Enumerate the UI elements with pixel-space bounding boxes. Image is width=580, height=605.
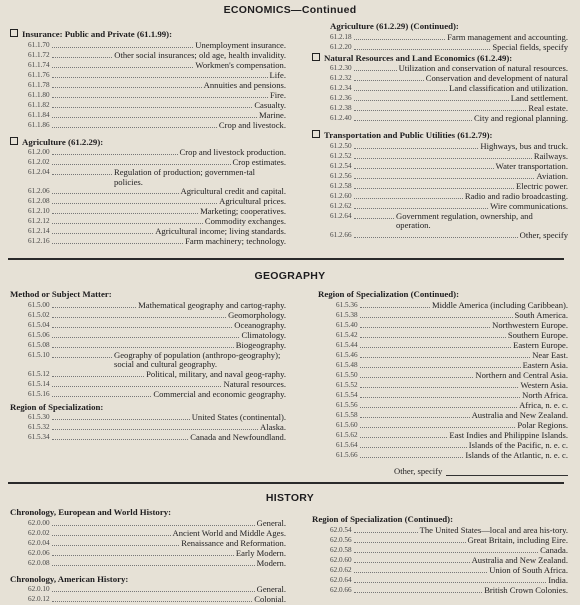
dot-leader bbox=[360, 361, 521, 368]
item-code: 61.2.08 bbox=[28, 197, 50, 206]
history-right-column bbox=[312, 515, 568, 596]
other-specify-label: Other, specify bbox=[394, 465, 443, 476]
dot-leader bbox=[52, 217, 203, 224]
economics-right-column bbox=[312, 22, 568, 241]
list-item bbox=[312, 566, 568, 576]
item-code: 61.1.76 bbox=[28, 70, 50, 79]
dot-leader bbox=[360, 451, 464, 458]
list-item bbox=[312, 231, 568, 241]
dot-leader bbox=[360, 431, 448, 438]
list-item bbox=[10, 433, 286, 443]
dot-leader bbox=[52, 380, 222, 387]
item-code: 61.1.86 bbox=[28, 120, 50, 129]
item-text: Polar Regions. bbox=[517, 419, 568, 430]
item-text: Oceanography. bbox=[234, 319, 286, 330]
dot-leader bbox=[52, 311, 227, 318]
list-item bbox=[312, 162, 568, 172]
dot-leader bbox=[354, 526, 418, 533]
list-item bbox=[318, 451, 568, 461]
dot-leader bbox=[354, 142, 479, 149]
transport-list bbox=[312, 142, 568, 241]
item-code: 61.5.34 bbox=[28, 433, 50, 442]
item-text: Eastern Asia. bbox=[522, 359, 568, 370]
item-code: 61.2.10 bbox=[28, 207, 50, 216]
dot-leader bbox=[52, 111, 257, 118]
item-code: 61.5.54 bbox=[336, 390, 358, 399]
economics-heading: ECONOMICS—Continued bbox=[223, 4, 357, 16]
item-code: 62.0.58 bbox=[330, 545, 352, 554]
dot-leader bbox=[360, 391, 521, 398]
dot-leader bbox=[360, 341, 512, 348]
list-item bbox=[10, 390, 286, 400]
dot-leader bbox=[354, 43, 491, 50]
item-code: 62.0.06 bbox=[28, 548, 50, 557]
item-text: Ancient World and Middle Ages. bbox=[172, 527, 286, 538]
dot-leader bbox=[354, 64, 397, 71]
item-code: 61.2.58 bbox=[330, 181, 352, 190]
list-item bbox=[10, 91, 286, 101]
item-code: 61.5.44 bbox=[336, 340, 358, 349]
item-text: Radio and radio broadcasting. bbox=[464, 190, 568, 201]
checkbox[interactable] bbox=[10, 29, 18, 37]
item-code: 61.2.12 bbox=[28, 217, 50, 226]
item-text: Climatology. bbox=[241, 329, 286, 340]
item-text: Water transportation. bbox=[495, 160, 568, 171]
item-code: 61.5.36 bbox=[336, 300, 358, 309]
item-text: Highways, bus and truck. bbox=[480, 140, 568, 151]
dot-leader bbox=[52, 519, 255, 526]
list-item bbox=[10, 559, 286, 569]
item-text: Annuities and pensions. bbox=[203, 79, 286, 90]
list-item bbox=[312, 142, 568, 152]
item-text: Northwestern Europe. bbox=[492, 319, 568, 330]
dot-leader bbox=[354, 182, 514, 189]
dot-leader bbox=[360, 411, 470, 418]
dot-leader bbox=[354, 74, 424, 81]
checkbox[interactable] bbox=[312, 53, 320, 61]
dot-leader bbox=[52, 41, 194, 48]
item-text: Land classification and utilization. bbox=[449, 83, 568, 94]
item-code: 61.5.00 bbox=[28, 300, 50, 309]
economics-left-column bbox=[10, 29, 286, 247]
item-code: 62.0.02 bbox=[28, 528, 50, 537]
item-code: 61.5.62 bbox=[336, 430, 358, 439]
natural-resources-section-title: Natural Resources and Land Economics (61.2.49): bbox=[312, 53, 568, 64]
item-code: 61.5.12 bbox=[28, 369, 50, 378]
dot-leader bbox=[52, 187, 179, 194]
list-item bbox=[10, 351, 286, 370]
item-text: Commodity exchanges. bbox=[204, 216, 286, 227]
dot-leader bbox=[354, 212, 394, 219]
item-text: Islands of the Atlantic, n. e. c. bbox=[465, 449, 568, 460]
geography-left-column bbox=[10, 290, 286, 443]
item-code: 62.0.54 bbox=[330, 525, 352, 534]
item-code: 61.2.64 bbox=[330, 211, 352, 220]
list-item bbox=[10, 585, 286, 595]
dot-leader bbox=[360, 311, 513, 318]
item-text: Farm management and accounting. bbox=[447, 31, 568, 42]
item-text: Early Modern. bbox=[235, 547, 286, 558]
dot-leader bbox=[354, 94, 509, 101]
list-item bbox=[312, 586, 568, 596]
item-code: 62.0.12 bbox=[28, 595, 50, 604]
section-divider bbox=[8, 258, 564, 260]
other-specify-field[interactable] bbox=[318, 467, 568, 477]
item-code: 61.5.50 bbox=[336, 370, 358, 379]
item-text: Biogeography. bbox=[235, 339, 286, 350]
history-region-list bbox=[312, 526, 568, 596]
item-text: Crop estimates. bbox=[232, 157, 286, 168]
dot-leader bbox=[52, 121, 217, 128]
item-text: Aviation. bbox=[536, 170, 568, 181]
dot-leader bbox=[52, 197, 218, 204]
item-text: Great Britain, including Eire. bbox=[467, 534, 568, 545]
item-code: 61.1.78 bbox=[28, 80, 50, 89]
item-code: 61.1.72 bbox=[28, 50, 50, 59]
item-code: 62.0.08 bbox=[28, 558, 50, 567]
dot-leader bbox=[360, 351, 531, 358]
geo-region-list bbox=[10, 413, 286, 443]
item-code: 62.0.66 bbox=[330, 585, 352, 594]
item-code: 61.2.14 bbox=[28, 227, 50, 236]
item-code: 61.2.18 bbox=[330, 32, 352, 41]
list-item bbox=[10, 121, 286, 131]
list-item bbox=[10, 81, 286, 91]
dot-leader bbox=[354, 162, 494, 169]
item-text: Regulation of production; governmen-tal policies. bbox=[114, 167, 256, 187]
dot-leader bbox=[360, 441, 467, 448]
dot-leader bbox=[52, 148, 178, 155]
item-text: Agricultural credit and capital. bbox=[180, 186, 286, 197]
item-text: Geomorphology. bbox=[228, 309, 286, 320]
dot-leader bbox=[354, 586, 483, 593]
item-text: Agricultural prices. bbox=[219, 196, 286, 207]
dot-leader bbox=[360, 321, 491, 328]
dot-leader bbox=[52, 433, 189, 440]
item-code: 61.2.50 bbox=[330, 141, 352, 150]
dot-leader bbox=[52, 549, 234, 556]
geo-region-continued-list bbox=[318, 301, 568, 461]
american-section-title: Chronology, American History: bbox=[10, 573, 129, 584]
item-code: 62.0.60 bbox=[330, 555, 352, 564]
item-text: Australia and New Zealand. bbox=[471, 554, 568, 565]
dot-leader bbox=[52, 351, 112, 358]
item-text: Other social insurances; old age, health invalidity. bbox=[114, 49, 286, 60]
item-code: 61.2.30 bbox=[330, 64, 352, 73]
item-text: Electric power. bbox=[515, 180, 568, 191]
item-code: 61.5.46 bbox=[336, 350, 358, 359]
dot-leader bbox=[354, 202, 489, 209]
dot-leader bbox=[52, 585, 255, 592]
dot-leader bbox=[354, 576, 547, 583]
item-code: 61.2.32 bbox=[330, 74, 352, 83]
item-code: 61.1.82 bbox=[28, 100, 50, 109]
agriculture-list bbox=[10, 148, 286, 247]
item-code: 61.2.54 bbox=[330, 161, 352, 170]
item-text: The United States—local and area his-tory. bbox=[419, 524, 568, 535]
item-code: 61.2.62 bbox=[330, 201, 352, 210]
item-text: Life. bbox=[269, 69, 286, 80]
item-text: Wire communications. bbox=[490, 200, 568, 211]
item-text: Union of South Africa. bbox=[489, 564, 568, 575]
dot-leader bbox=[354, 104, 527, 111]
item-text: Real estate. bbox=[528, 103, 568, 114]
dot-leader bbox=[354, 114, 472, 121]
item-code: 61.5.14 bbox=[28, 379, 50, 388]
dot-leader bbox=[360, 331, 506, 338]
item-code: 61.5.40 bbox=[336, 320, 358, 329]
item-code: 61.5.10 bbox=[28, 350, 50, 359]
item-text: Renaissance and Reformation. bbox=[181, 537, 286, 548]
item-text: British Crown Colonies. bbox=[484, 584, 568, 595]
history-left-column bbox=[10, 508, 286, 605]
agriculture-continued-list bbox=[312, 33, 568, 53]
item-code: 61.5.06 bbox=[28, 330, 50, 339]
item-text: Mathematical geography and cartog-raphy. bbox=[138, 299, 286, 310]
item-code: 61.5.32 bbox=[28, 423, 50, 432]
item-code: 62.0.64 bbox=[330, 575, 352, 584]
item-text: Natural resources. bbox=[223, 378, 286, 389]
item-code: 61.1.84 bbox=[28, 110, 50, 119]
item-text: Geography of population (anthropo-geography); social and cultural geography. bbox=[114, 349, 281, 370]
item-text: Middle America (including Caribbean). bbox=[431, 299, 568, 310]
item-text: Marine. bbox=[259, 109, 286, 120]
dot-leader bbox=[52, 321, 233, 328]
dot-leader bbox=[52, 529, 171, 536]
item-code: 61.2.56 bbox=[330, 171, 352, 180]
item-code: 61.1.80 bbox=[28, 90, 50, 99]
item-text: Conservation and development of natural bbox=[425, 73, 568, 84]
dot-leader bbox=[52, 91, 268, 98]
natural-resources-list bbox=[312, 64, 568, 124]
european-section-title: Chronology, European and World History: bbox=[10, 507, 172, 517]
dot-leader bbox=[52, 71, 268, 78]
item-text: Land settlement. bbox=[510, 93, 568, 104]
list-item bbox=[312, 114, 568, 124]
history-region-section-title: Region of Specialization (Continued): bbox=[312, 514, 453, 524]
item-code: 61.2.02 bbox=[28, 158, 50, 167]
item-code: 61.5.58 bbox=[336, 410, 358, 419]
item-code: 61.5.64 bbox=[336, 440, 358, 449]
item-code: 61.2.00 bbox=[28, 148, 50, 157]
item-text: Western Asia. bbox=[520, 379, 568, 390]
agriculture-continued-title: Agriculture (61.2.29) (Continued): bbox=[330, 21, 459, 31]
item-text: Railways. bbox=[533, 150, 568, 161]
item-text: Crop and livestock production. bbox=[179, 147, 286, 158]
dot-leader bbox=[52, 390, 152, 397]
item-code: 61.5.30 bbox=[28, 413, 50, 422]
dot-leader bbox=[52, 51, 113, 58]
agriculture-section-title: Agriculture (61.2.29): bbox=[10, 137, 286, 148]
geo-region-continued-title: Region of Specialization (Continued): bbox=[318, 289, 459, 299]
item-code: 62.0.04 bbox=[28, 538, 50, 547]
item-text: Australia and New Zealand. bbox=[471, 409, 568, 420]
dot-leader bbox=[52, 595, 253, 602]
list-item bbox=[10, 237, 286, 247]
item-text: North Africa. bbox=[522, 389, 568, 400]
dot-leader bbox=[52, 413, 190, 420]
item-text: Colonial. bbox=[254, 594, 286, 605]
dot-leader bbox=[354, 192, 463, 199]
item-text: Commercial and economic geography. bbox=[153, 388, 286, 399]
item-code: 62.0.00 bbox=[28, 518, 50, 527]
dot-leader bbox=[52, 81, 202, 88]
item-text: Utilization and conservation of natural resources. bbox=[398, 63, 568, 74]
dot-leader bbox=[360, 301, 430, 308]
dot-leader bbox=[52, 207, 199, 214]
dot-leader bbox=[52, 370, 145, 377]
dot-leader bbox=[52, 331, 240, 338]
item-code: 61.2.36 bbox=[330, 94, 352, 103]
dot-leader bbox=[52, 227, 154, 234]
list-item bbox=[312, 43, 568, 53]
item-code: 61.5.08 bbox=[28, 340, 50, 349]
item-text: Political, military, and naval geog-raphy. bbox=[146, 368, 286, 379]
dot-leader bbox=[354, 84, 448, 91]
item-text: Unemployment insurance. bbox=[195, 39, 286, 50]
item-code: 61.5.52 bbox=[336, 380, 358, 389]
item-code: 61.2.60 bbox=[330, 191, 352, 200]
geography-heading: GEOGRAPHY bbox=[254, 270, 326, 282]
item-code: 61.2.04 bbox=[28, 168, 50, 177]
item-text: Modern. bbox=[256, 557, 286, 568]
list-item bbox=[312, 212, 568, 231]
item-code: 61.5.42 bbox=[336, 330, 358, 339]
dot-leader bbox=[354, 152, 532, 159]
item-code: 61.2.38 bbox=[330, 104, 352, 113]
list-item bbox=[10, 168, 286, 187]
item-text: Canada. bbox=[540, 544, 568, 555]
item-code: 62.0.10 bbox=[28, 585, 50, 594]
item-text: South America. bbox=[514, 309, 568, 320]
item-code: 61.5.16 bbox=[28, 389, 50, 398]
dot-leader bbox=[360, 371, 474, 378]
item-text: Eastern Europe. bbox=[513, 339, 568, 350]
insurance-list bbox=[10, 41, 286, 131]
item-text: Government regulation, ownership, and operation. bbox=[396, 210, 533, 231]
method-list bbox=[10, 301, 286, 400]
american-list bbox=[10, 585, 286, 605]
dot-leader bbox=[354, 566, 488, 573]
geo-region-section-title: Region of Specialization: bbox=[10, 401, 104, 412]
item-code: 61.5.38 bbox=[336, 310, 358, 319]
item-text: Casualty. bbox=[254, 99, 286, 110]
item-text: East Indies and Philippine Islands. bbox=[449, 429, 568, 440]
insurance-section-title: Insurance: Public and Private (61.1.99): bbox=[10, 29, 286, 40]
list-item bbox=[10, 101, 286, 111]
item-text: India. bbox=[548, 574, 568, 585]
item-code: 61.2.34 bbox=[330, 84, 352, 93]
item-text: Special fields, specify bbox=[492, 41, 568, 52]
item-text: United States (continental). bbox=[191, 412, 286, 423]
list-item bbox=[10, 595, 286, 605]
item-text: Islands of the Pacific, n. e. c. bbox=[468, 439, 568, 450]
item-code: 61.2.40 bbox=[330, 114, 352, 123]
item-text: Other, specify bbox=[519, 229, 568, 240]
section-divider bbox=[8, 482, 564, 484]
dot-leader bbox=[354, 231, 518, 238]
dot-leader bbox=[360, 401, 518, 408]
checkbox[interactable] bbox=[10, 137, 18, 145]
item-text: Marketing; cooperatives. bbox=[200, 206, 286, 217]
item-text: Farm machinery; technology. bbox=[185, 236, 286, 247]
item-text: Fire. bbox=[270, 89, 286, 100]
dot-leader bbox=[52, 559, 255, 566]
item-text: Workmen's compensation. bbox=[195, 59, 286, 70]
item-text: Agricultural income; living standards. bbox=[155, 226, 286, 237]
item-text: Near East. bbox=[532, 349, 568, 360]
item-code: 61.5.56 bbox=[336, 400, 358, 409]
list-item bbox=[318, 341, 568, 351]
dot-leader bbox=[354, 33, 446, 40]
dot-leader bbox=[52, 237, 184, 244]
item-code: 61.2.06 bbox=[28, 187, 50, 196]
checkbox[interactable] bbox=[312, 130, 320, 138]
item-text: Northern and Central Asia. bbox=[475, 369, 568, 380]
item-code: 61.2.16 bbox=[28, 237, 50, 246]
item-code: 61.5.04 bbox=[28, 320, 50, 329]
dot-leader bbox=[360, 421, 516, 428]
item-code: 61.5.60 bbox=[336, 420, 358, 429]
fill-in-line[interactable] bbox=[446, 467, 568, 476]
dot-leader bbox=[52, 341, 234, 348]
geography-right-column bbox=[318, 290, 568, 476]
dot-leader bbox=[52, 101, 253, 108]
item-code: 62.0.56 bbox=[330, 535, 352, 544]
item-code: 61.1.74 bbox=[28, 60, 50, 69]
dot-leader bbox=[354, 546, 539, 553]
method-section-title: Method or Subject Matter: bbox=[10, 289, 112, 299]
dot-leader bbox=[360, 381, 519, 388]
transport-section-title: Transportation and Public Utilities (61.2.79): bbox=[312, 130, 568, 141]
item-code: 61.1.70 bbox=[28, 40, 50, 49]
dot-leader bbox=[354, 172, 535, 179]
dot-leader bbox=[52, 158, 231, 165]
list-item bbox=[10, 549, 286, 559]
item-code: 61.5.02 bbox=[28, 310, 50, 319]
dot-leader bbox=[52, 301, 137, 308]
item-text: Alaska. bbox=[259, 422, 286, 433]
dot-leader bbox=[354, 556, 470, 563]
item-text: Southern Europe. bbox=[507, 329, 568, 340]
item-text: Canada and Newfoundland. bbox=[190, 432, 286, 443]
item-text: Africa, n. e. c. bbox=[519, 399, 568, 410]
dot-leader bbox=[354, 536, 466, 543]
history-heading: HISTORY bbox=[265, 492, 315, 504]
european-list bbox=[10, 519, 286, 569]
dot-leader bbox=[52, 168, 112, 175]
dot-leader bbox=[52, 423, 258, 430]
list-item bbox=[10, 61, 286, 71]
item-code: 61.5.66 bbox=[336, 450, 358, 459]
item-code: 61.2.52 bbox=[330, 151, 352, 160]
item-code: 62.0.62 bbox=[330, 565, 352, 574]
item-code: 61.2.66 bbox=[330, 230, 352, 239]
dot-leader bbox=[52, 61, 194, 68]
item-text: City and regional planning. bbox=[473, 113, 568, 124]
item-code: 61.2.20 bbox=[330, 42, 352, 51]
item-text: General. bbox=[256, 584, 286, 595]
item-text: Crop and livestock. bbox=[218, 119, 286, 130]
dot-leader bbox=[52, 539, 180, 546]
item-code: 61.5.48 bbox=[336, 360, 358, 369]
list-item bbox=[312, 536, 568, 546]
item-text: General. bbox=[256, 517, 286, 528]
list-item bbox=[10, 413, 286, 423]
